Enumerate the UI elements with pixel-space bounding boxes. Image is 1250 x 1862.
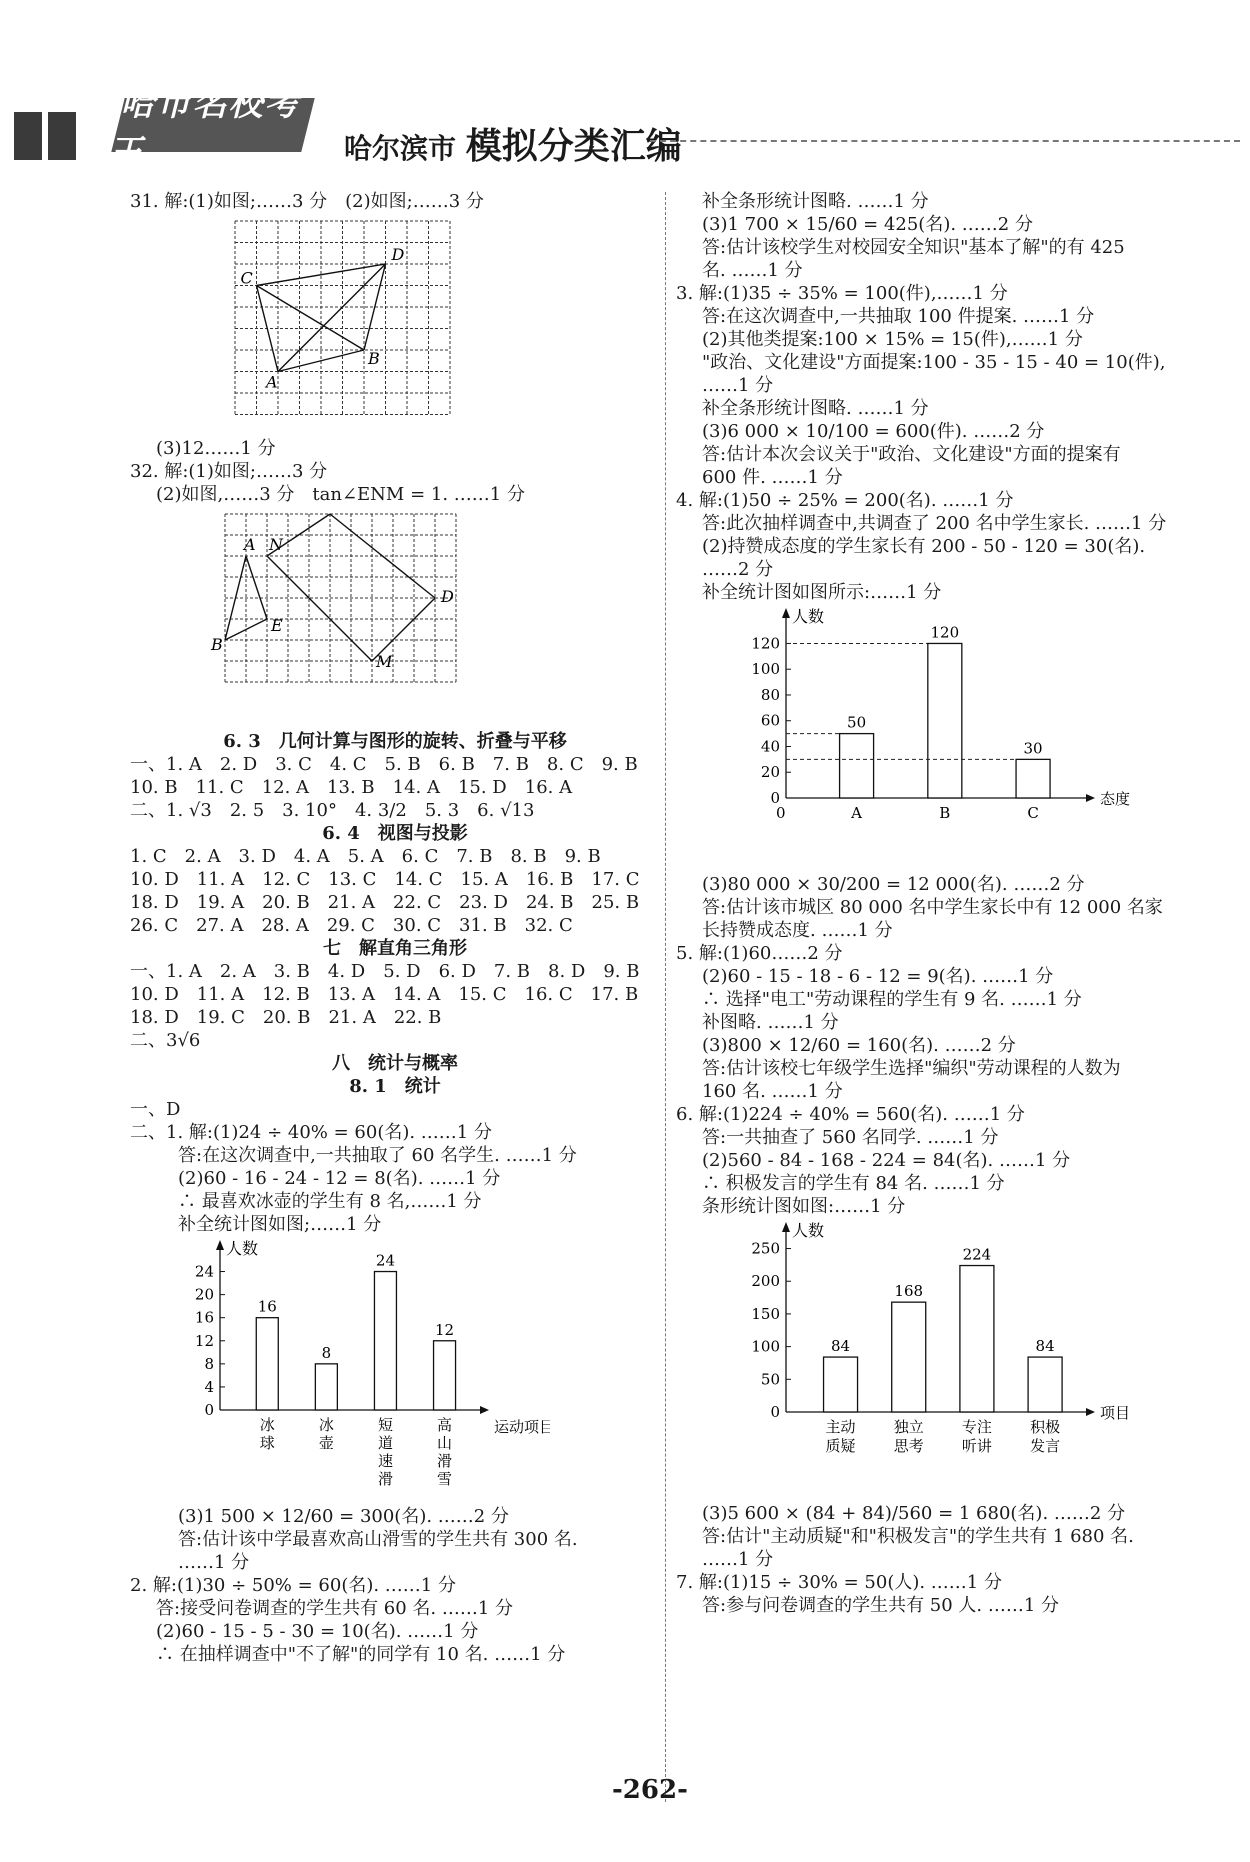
point-label xyxy=(326,510,338,512)
y-tick-label: 24 xyxy=(194,1262,214,1281)
category-label: 雪 xyxy=(437,1470,453,1488)
bar xyxy=(1028,1357,1062,1412)
chart-ylabel: 人数 xyxy=(226,1240,259,1258)
text-line: 18. D 19. C 20. B 21. A 22. B xyxy=(130,1007,442,1028)
text-line: 32. 解:(1)如图;……3 分 xyxy=(130,461,328,482)
y-tick-label: 8 xyxy=(204,1354,214,1373)
text-line: (3)800 × 12/60 = 160(名). ……2 分 xyxy=(702,1035,1016,1056)
bar-chart-c2 xyxy=(676,608,1156,863)
text-line: 答:参与问卷调查的学生共有 50 人. ……1 分 xyxy=(702,1595,1060,1616)
text-line: 160 名. ……1 分 xyxy=(702,1081,843,1102)
text-line: (3)80 000 × 30/200 = 12 000(名). ……2 分 xyxy=(702,874,1085,895)
text-line: ∴ 在抽样调查中"不了解"的同学有 10 名. ……1 分 xyxy=(156,1644,566,1665)
category-label: 独立 xyxy=(893,1418,924,1436)
text-line: 补全条形统计图略. ……1 分 xyxy=(702,398,929,419)
text-line: 3. 解:(1)35 ÷ 35% = 100(件),……1 分 xyxy=(676,283,1008,304)
text-line: 答:估计"主动质疑"和"积极发言"的学生共有 1 680 名. xyxy=(702,1526,1134,1547)
text-line: (3)6 000 × 10/100 = 600(件). ……2 分 xyxy=(702,421,1045,442)
text-line: 条形统计图如图:……1 分 xyxy=(702,1196,906,1217)
text-line: 6. 3 几何计算与图形的旋转、折叠与平移 xyxy=(223,731,567,752)
text-line: (2)560 - 84 - 168 - 224 = 84(名). ……1 分 xyxy=(702,1150,1071,1171)
text-line: 补全条形统计图略. ……1 分 xyxy=(702,191,929,212)
text-line: 18. D 19. A 20. B 21. A 22. C 23. D 24. B 25. B xyxy=(130,892,640,913)
y-tick-label: 0 xyxy=(770,1403,780,1421)
text-line: (2)60 - 15 - 18 - 6 - 12 = 9(名). ……1 分 xyxy=(702,966,1054,987)
text-line: (3)12……1 分 xyxy=(156,438,276,459)
text-line: ……1 分 xyxy=(178,1552,250,1573)
y-tick-label: 0 xyxy=(770,789,780,807)
y-tick-label: 80 xyxy=(760,685,780,704)
y-tick-label: 120 xyxy=(751,634,780,653)
category-label: 滑 xyxy=(377,1470,393,1488)
text-line: 答:此次抽样调查中,共调查了 200 名中学生家长. ……1 分 xyxy=(702,513,1167,534)
chart-xlabel: 项目 xyxy=(1100,1404,1131,1422)
category-label: 专注 xyxy=(961,1418,992,1436)
text-line: 一、D xyxy=(130,1099,181,1120)
chart-ylabel: 人数 xyxy=(792,608,825,626)
text-line: ……1 分 xyxy=(702,1549,774,1570)
text-line: 名. ……1 分 xyxy=(702,260,803,281)
origin-label: 0 xyxy=(776,804,786,822)
category-label: 短 xyxy=(377,1416,393,1434)
text-line: ∴ 最喜欢冰壶的学生有 8 名,……1 分 xyxy=(178,1191,482,1212)
text-line: (2)持赞成态度的学生家长有 200 - 50 - 120 = 30(名). xyxy=(702,536,1146,557)
category-label: 积极 xyxy=(1030,1418,1061,1436)
bar xyxy=(1016,759,1050,798)
text-line: 答:接受问卷调查的学生共有 60 名. ……1 分 xyxy=(156,1598,514,1619)
text-line: 2. 解:(1)30 ÷ 50% = 60(名). ……1 分 xyxy=(130,1575,456,1596)
column-divider xyxy=(665,192,666,1802)
y-tick-label: 250 xyxy=(751,1239,780,1258)
text-line: 答:估计本次会议关于"政治、文化建设"方面的提案有 xyxy=(702,444,1121,465)
y-tick-label: 20 xyxy=(194,1285,214,1304)
bar-value-label: 120 xyxy=(930,623,960,642)
text-line: 答:估计该校七年级学生选择"编织"劳动课程的人数为 xyxy=(702,1058,1121,1079)
text-line: ∴ 选择"电工"劳动课程的学生有 9 名. ……1 分 xyxy=(702,989,1082,1010)
category-label: 冰 xyxy=(259,1416,275,1434)
text-line: 八 统计与概率 xyxy=(332,1053,458,1074)
bar xyxy=(928,643,962,798)
point-label: D xyxy=(441,587,454,606)
point-label: B xyxy=(211,635,223,654)
series-logo: 哈市名校考王 xyxy=(111,98,314,152)
page-number: -262- xyxy=(612,1775,688,1805)
bar-value-label: 12 xyxy=(434,1320,455,1339)
bar-value-label: 16 xyxy=(257,1297,277,1316)
text-line: 10. D 11. A 12. C 13. C 14. C 15. A 16. B 17. C xyxy=(130,869,640,890)
category-label: 滑 xyxy=(437,1452,453,1470)
category-label: 思考 xyxy=(893,1437,924,1455)
text-line: (2)如图,……3 分 tan∠ENM = 1. ……1 分 xyxy=(156,484,525,505)
text-line: 8. 1 统计 xyxy=(349,1076,441,1097)
category-label: 发言 xyxy=(1030,1437,1061,1455)
text-line: 补全统计图如图所示:……1 分 xyxy=(702,582,942,603)
point-label: A xyxy=(266,372,278,392)
header-decoration xyxy=(14,112,82,164)
text-line: (3)5 600 × (84 + 84)/560 = 1 680(名). ……2 分 xyxy=(702,1503,1126,1524)
text-line: 10. D 11. A 12. B 13. A 14. A 15. C 16. C 17. B xyxy=(130,984,639,1005)
category-label: 高 xyxy=(437,1416,453,1434)
point-label: M xyxy=(376,652,393,671)
point-label: B xyxy=(368,349,380,368)
bar xyxy=(840,734,874,798)
text-line: ……2 分 xyxy=(702,559,774,580)
text-line: 答:一共抽查了 560 名同学. ……1 分 xyxy=(702,1127,999,1148)
point-label: C xyxy=(240,268,253,288)
text-line: 一、1. A 2. D 3. C 4. C 5. B 6. B 7. B 8. C 9. B xyxy=(130,754,638,775)
text-line: 二、1. 解:(1)24 ÷ 40% = 60(名). ……1 分 xyxy=(130,1122,492,1143)
text-line: (2)其他类提案:100 × 15% = 15(件),……1 分 xyxy=(702,329,1083,350)
bar-value-label: 168 xyxy=(894,1282,924,1301)
y-tick-label: 40 xyxy=(760,737,780,756)
text-line: 二、3√6 xyxy=(130,1030,201,1051)
text-line: "政治、文化建设"方面提案:100 - 35 - 15 - 40 = 10(件), xyxy=(702,352,1166,373)
category-label: 质疑 xyxy=(825,1437,856,1455)
bar-value-label: 50 xyxy=(847,713,867,732)
text-line: (2)60 - 15 - 5 - 30 = 10(名). ……1 分 xyxy=(156,1621,479,1642)
text-line: 二、1. √3 2. 5 3. 10° 4. 3/2 5. 3 6. √13 xyxy=(130,800,535,821)
text-line: 答:估计该校学生对校园安全知识"基本了解"的有 425 xyxy=(702,237,1125,258)
text-line: 26. C 27. A 28. A 29. C 30. C 31. B 32. C xyxy=(130,915,573,936)
category-label: 听讲 xyxy=(961,1437,992,1455)
text-line: ∴ 积极发言的学生有 84 名. ……1 分 xyxy=(702,1173,1005,1194)
text-line: 答:在这次调查中,一共抽取 100 件提案. ……1 分 xyxy=(702,306,1095,327)
y-tick-label: 150 xyxy=(751,1304,780,1323)
point-label: N xyxy=(269,535,283,554)
bar xyxy=(960,1266,994,1412)
category-label: 壶 xyxy=(318,1434,334,1452)
chart-xlabel: 态度 xyxy=(1100,790,1131,808)
bar-chart-c3 xyxy=(676,1222,1156,1492)
text-line: 七 解直角三角形 xyxy=(323,938,467,959)
text-line: 答:估计该市城区 80 000 名中学生家长中有 12 000 名家 xyxy=(702,897,1163,918)
y-tick-label: 4 xyxy=(204,1377,214,1396)
category-label: 主动 xyxy=(825,1418,856,1436)
bar xyxy=(256,1318,278,1410)
text-line: 补全统计图如图;……1 分 xyxy=(178,1214,382,1235)
y-tick-label: 20 xyxy=(760,763,780,782)
point-label: D xyxy=(391,245,405,264)
figure-32-grid xyxy=(130,510,650,720)
text-line: 一、1. A 2. A 3. B 4. D 5. D 6. D 7. B 8. D 9. B xyxy=(130,961,640,982)
text-line: 7. 解:(1)15 ÷ 30% = 50(人). ……1 分 xyxy=(676,1572,1002,1593)
y-tick-label: 12 xyxy=(194,1331,214,1350)
bar xyxy=(374,1272,396,1410)
text-line: (3)1 500 × 12/60 = 300(名). ……2 分 xyxy=(178,1506,509,1527)
bar xyxy=(824,1357,858,1412)
text-line: 答:在这次调查中,一共抽取了 60 名学生. ……1 分 xyxy=(178,1145,577,1166)
bar-value-label: 84 xyxy=(830,1337,851,1356)
y-tick-label: 0 xyxy=(204,1401,214,1419)
y-tick-label: 100 xyxy=(751,1337,780,1356)
y-tick-label: 50 xyxy=(760,1370,780,1389)
bar xyxy=(434,1341,456,1410)
text-line: (2)60 - 16 - 24 - 12 = 8(名). ……1 分 xyxy=(178,1168,501,1189)
point-label: A xyxy=(244,535,256,554)
left-column xyxy=(130,190,660,1666)
text-line: 6. 4 视图与投影 xyxy=(322,823,468,844)
category-label: 山 xyxy=(437,1434,453,1452)
bar-value-label: 30 xyxy=(1023,739,1043,758)
text-line: ……1 分 xyxy=(702,375,774,396)
chart-ylabel: 人数 xyxy=(792,1222,825,1240)
bar-value-label: 224 xyxy=(962,1245,992,1264)
bar-value-label: 84 xyxy=(1035,1337,1055,1356)
text-line: 600 件. ……1 分 xyxy=(702,467,843,488)
bar xyxy=(892,1302,926,1412)
y-tick-label: 200 xyxy=(751,1272,780,1291)
text-line: 6. 解:(1)224 ÷ 40% = 560(名). ……1 分 xyxy=(676,1104,1025,1125)
text-line: (3)1 700 × 15/60 = 425(名). ……2 分 xyxy=(702,214,1033,235)
text-line: 5. 解:(1)60……2 分 xyxy=(676,943,843,964)
category-label: A xyxy=(851,804,863,822)
figure-31-grid xyxy=(130,217,650,427)
category-label: 道 xyxy=(377,1434,393,1452)
bar-value-label: 8 xyxy=(321,1343,332,1362)
category-label: 速 xyxy=(377,1452,393,1470)
text-line: 10. B 11. C 12. A 13. B 14. A 15. D 16. A xyxy=(130,777,573,798)
right-column xyxy=(676,190,1236,1617)
text-line: 长持赞成态度. ……1 分 xyxy=(702,920,893,941)
text-line: 1. C 2. A 3. D 4. A 5. A 6. C 7. B 8. B 9. B xyxy=(130,846,601,867)
text-line: 补图略. ……1 分 xyxy=(702,1012,839,1033)
chart-xlabel: 运动项目 xyxy=(494,1418,550,1436)
category-label: C xyxy=(1027,804,1039,822)
category-label: 球 xyxy=(259,1434,275,1452)
text-line: 4. 解:(1)50 ÷ 25% = 200(名). ……1 分 xyxy=(676,490,1014,511)
y-tick-label: 16 xyxy=(194,1308,214,1327)
bar xyxy=(315,1364,337,1410)
bar-value-label: 24 xyxy=(375,1251,396,1270)
point-label: E xyxy=(271,616,283,635)
category-label: B xyxy=(939,804,951,822)
header-dashed-rule xyxy=(650,140,1240,142)
y-tick-label: 60 xyxy=(760,711,780,730)
header-title: 哈尔滨市 模拟分类汇编 xyxy=(344,126,682,167)
category-label: 冰 xyxy=(318,1416,334,1434)
text-line: 31. 解:(1)如图;……3 分 (2)如图;……3 分 xyxy=(130,191,484,212)
text-line: 答:估计该中学最喜欢高山滑雪的学生共有 300 名. xyxy=(178,1529,578,1550)
y-tick-label: 100 xyxy=(751,660,780,679)
bar-chart-c1 xyxy=(130,1240,550,1495)
